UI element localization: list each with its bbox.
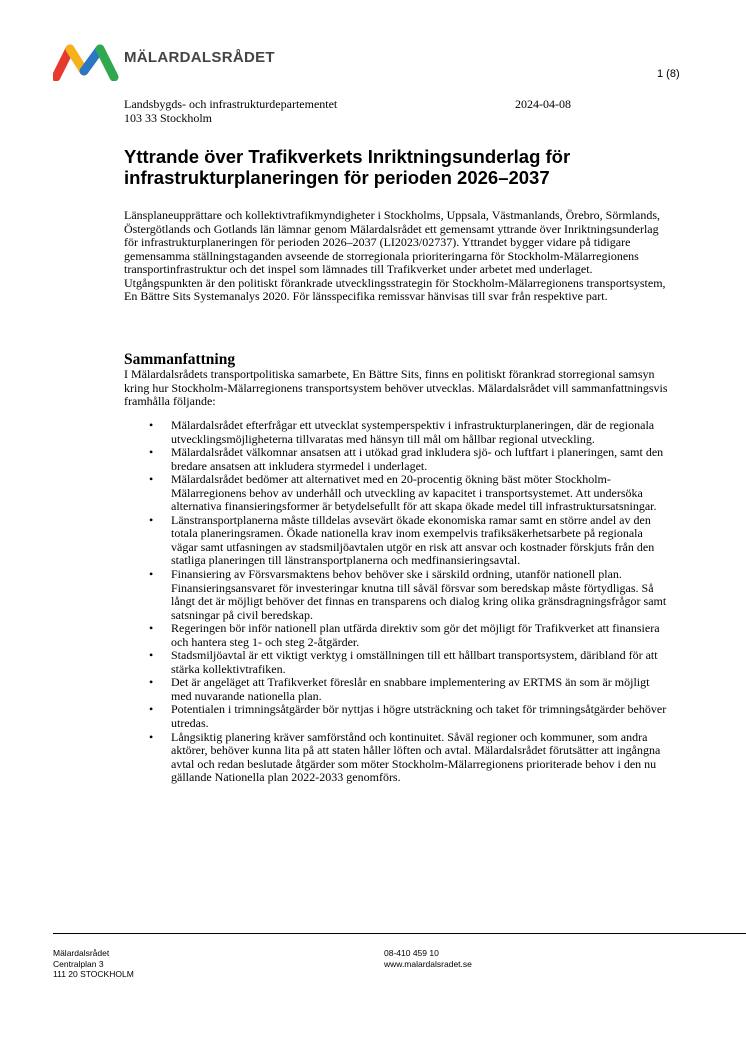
bullet-text: Långsiktig planering kräver samförstånd och kontinuitet. Såväl regioner och kommuner, som andra aktörer, behöver kunna lita på att staten håller löften och avtal. Mälardalsrådet förutsätter att ingångna avtal och redan beslutade åtgärder som möter Stockholm-Mälarregionens prioriterade behov i den nu gällande Nationella plan 2022-2033 genomförs. bbox=[171, 729, 661, 785]
bullet-text: Mälardalsrådet bedömer att alternativet med en 20-procentig ökning bäst möter Stockholm-Mälarregionens behov av underhåll och utveckling av kapacitet i transportsystemet. Att undersöka alternativa finansieringsformer är betydelsefullt för att skapa ökade medel till infrastruktursatsningar. bbox=[171, 472, 657, 514]
list-item bbox=[124, 419, 669, 446]
list-item bbox=[124, 622, 669, 649]
list-item bbox=[124, 649, 669, 676]
bullet-icon: • bbox=[149, 729, 154, 744]
footer-web: www.malardalsradet.se bbox=[384, 958, 472, 969]
org-name: MÄLARDALSRÅDET bbox=[124, 49, 275, 66]
list-item bbox=[124, 731, 669, 785]
footer-contact bbox=[384, 948, 472, 969]
bullet-icon: • bbox=[149, 567, 154, 582]
list-item bbox=[124, 676, 669, 703]
footer-phone: 08-410 459 10 bbox=[384, 948, 439, 958]
bullet-icon: • bbox=[149, 472, 154, 487]
bullet-text: Mälardalsrådet välkomnar ansatsen att i utökad grad inkludera sjö- och luftfart i planeringen, samt den bredare ansatsen att inkludera styrmedel i underlaget. bbox=[171, 445, 664, 473]
bullet-icon: • bbox=[149, 512, 154, 527]
summary-bullet-list bbox=[124, 419, 669, 785]
footer-postal: 111 20 STOCKHOLM bbox=[53, 969, 134, 979]
list-item bbox=[124, 568, 669, 622]
bullet-icon: • bbox=[149, 621, 154, 636]
bullet-text: Potentialen i trimningsåtgärder bör nyttjas i högre utsträckning och taket för trimningsåtgärder behöver utredas. bbox=[171, 702, 667, 731]
bullet-text: Länstransportplanerna måste tilldelas avsevärt ökade ekonomiska ramar samt en större andel av den totala planeringsramen. Ökade nationella krav inom exempelvis trafiksäkerhetsarbete på regionala vägar samt utfasningen av stadsmiljöavtalen utgör en risk att ansvar och kostnader förskjuts från den statliga planeringen till länstransportplanerna och medfinansieringsavtal. bbox=[171, 512, 655, 568]
footer-org: Mälardalsrådet bbox=[53, 948, 110, 958]
footer-address bbox=[53, 948, 134, 980]
bullet-text: Det är angeläget att Trafikverket föreslår en snabbare implementering av ERTMS än som är möjligt med nuvarande nationella plan. bbox=[171, 675, 650, 703]
list-item bbox=[124, 514, 669, 568]
recipient-line-1: Landsbygds- och infrastrukturdepartementet bbox=[124, 97, 338, 111]
bullet-icon: • bbox=[149, 445, 154, 460]
bullet-text: Stadsmiljöavtal är ett viktigt verktyg i omställningen till ett hållbart transportsystem, däribland för att stärka kollektivtrafiken. bbox=[171, 648, 658, 676]
malardalsradet-logo-icon bbox=[53, 43, 119, 81]
intro-paragraph: Länsplaneupprättare och kollektivtrafikmyndigheter i Stockholms, Uppsala, Västmanlands, Örebro, Sörmlands, Östergötlands och Gotlands län lämnar genom Mälardalsrådet ett gemensamt yttrande över Inriktningsunderlag för infrastrukturplaneringen för perioden 2026–2037 (LI2023/02737). Yttrandet bygger vidare på tidigare gemensamma ställningstaganden avseende de storregionala prioriteringarna för Stockholm-Mälarregionens transportinfrastruktur och det inspel som lämnades till Trafikverket under arbetet med underlaget. Utgångspunkten är den politiskt förankrade utvecklingsstrategin för Stockholm-Mälarregionens transportsystem, En Bättre Sits Systemanalys 2020. För länsspecifika remissvar hänvisas till svar från respektive part. bbox=[124, 208, 666, 304]
bullet-icon: • bbox=[149, 702, 154, 717]
bullet-text: Finansiering av Försvarsmaktens behov behöver ske i särskild ordning, utanför nationell plan. Finansieringsansvaret för investeringar knutna till såväl försvar som beredskap måste förtydligas. Så långt det är möjligt behöver det finnas en transparens och dialog kring olika gränsdragningsfrågor samt satsningar på civil beredskap. bbox=[171, 567, 667, 622]
footer-street: Centralplan 3 bbox=[53, 958, 104, 969]
document-title: Yttrande över Trafikverkets Inriktningsunderlag för infrastrukturplaneringen för perioden 2026–2037 bbox=[124, 146, 571, 188]
bullet-text: Mälardalsrådet efterfrågar ett utvecklat systemperspektiv i infrastrukturplaneringen, där de regionala utvecklingsmöjligheterna tillvaratas med hänsyn till mål om hållbar regional utveckling. bbox=[171, 418, 655, 446]
list-item bbox=[124, 473, 669, 514]
page-number: 1 (8) bbox=[657, 68, 680, 80]
summary-intro: I Mälardalsrådets transportpolitiska samarbete, En Bättre Sits, finns en politiskt förankrad storregional samsyn kring hur Stockholm-Mälarregionens transportsystem behöver utvecklas. Mälardalsrådet vill sammanfattningsvis framhålla följande: bbox=[124, 367, 668, 409]
bullet-text: Regeringen bör inför nationell plan utfärda direktiv som gör det möjligt för Trafikverket att finansiera och hantera steg 1- och steg 2-åtgärder. bbox=[171, 621, 660, 649]
summary-heading: Sammanfattning bbox=[124, 351, 236, 368]
list-item bbox=[124, 446, 669, 473]
footer-divider bbox=[53, 933, 746, 934]
bullet-icon: • bbox=[149, 648, 154, 663]
bullet-icon: • bbox=[149, 418, 154, 432]
bullet-icon: • bbox=[149, 675, 154, 690]
recipient-address bbox=[124, 97, 337, 125]
list-item bbox=[124, 703, 669, 730]
recipient-line-2: 103 33 Stockholm bbox=[124, 111, 213, 125]
document-date: 2024-04-08 bbox=[515, 97, 571, 111]
